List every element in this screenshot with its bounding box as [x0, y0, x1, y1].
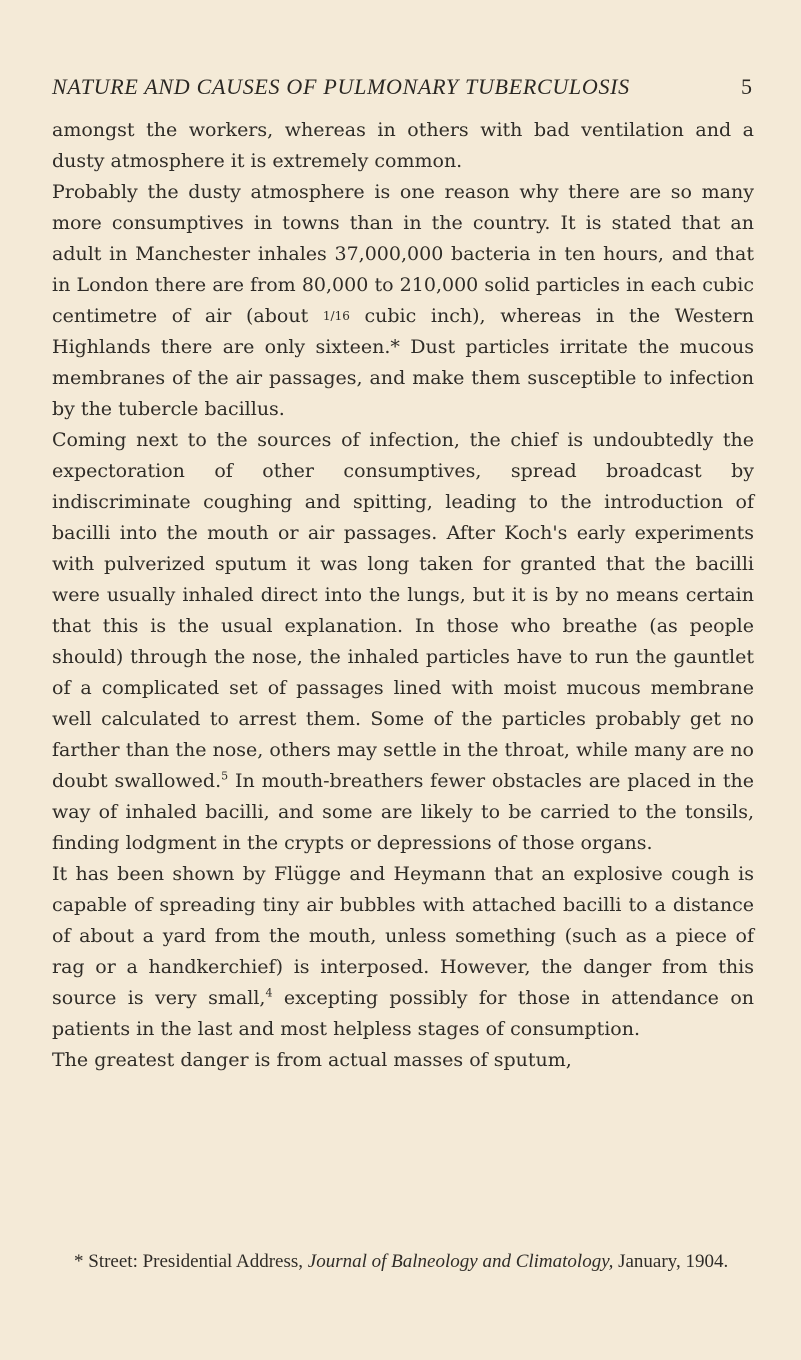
paragraph-4: It has been shown by Flügge and Heymann that an explosive cough is capable of spreading tiny air bubbles with attached bacilli to a distance of about a yard from the mouth, unless something (such as a piece of rag or a handkerchief) is interposed. However, the danger from this source is very small,$^4$ excepting possibly for those in attendance on patients in the last and most helpless stages of consumption. — [52, 863, 754, 1040]
fraction: 1/16 — [322, 309, 350, 323]
footnote-ref-5: 5 — [221, 769, 229, 783]
paragraph-3: Coming next to the sources of infection, the chief is undoubtedly the expectoration of other consumptives, spread broadcast by indiscriminate coughing and spitting, leading to the introduction of bacilli into the mouth or air passages. After Koch's early experiments with pulverized sputum it was long taken for granted that the bacilli were usually inhaled direct into the lungs, but it is by no means certain that this is the usual explanation. In those who breathe (as people should) through the nose, the inhaled particles have to run the gauntlet of a complicated set of passages lined with moist mucous membrane well calculated to arrest them. Some of the particles probably get no farther than the nose, others may settle in the throat, while many are no doubt swallowed.$^5$ In mouth-breathers fewer obstacles are placed in the way of inhaled bacilli, and some are likely to be carried to the tonsils, finding lodgment in the crypts or depressions of those organs. — [52, 429, 754, 854]
page-number: 5 — [741, 74, 752, 99]
running-head — [52, 74, 752, 108]
footnote — [52, 1250, 754, 1274]
body-text — [52, 115, 754, 1076]
footnote-date: January, 1904. — [618, 1251, 729, 1272]
footnote-source: * Street: Presidential Address, — [74, 1251, 304, 1272]
footnote-journal: Journal of Balneology and Climatology, — [307, 1251, 614, 1272]
paragraph-1: amongst the workers, whereas in others with bad ventilation and a dusty atmosphere it is extremely common. — [52, 119, 754, 172]
running-head-title: NATURE AND CAUSES OF PULMONARY TUBERCULOSIS — [52, 74, 630, 99]
footnote-ref-4: 4 — [265, 986, 273, 1000]
paragraph-5: The greatest danger is from actual masses of sputum, — [52, 1049, 572, 1071]
paragraph-2: Probably the dusty atmosphere is one reason why there are so many more consumptives in towns than in the country. It is stated that an adult in Manchester inhales 37,000,000 bacteria in ten hours, and that in London there are from 80,000 to 210,000 solid particles in each cubic centimetre of air (about 1/16 cubic inch), whereas in the Western Highlands there are only sixteen.* Dust particles irritate the mucous membranes of the air passages, and make them susceptible to infection by the tubercle bacillus. — [52, 181, 754, 420]
